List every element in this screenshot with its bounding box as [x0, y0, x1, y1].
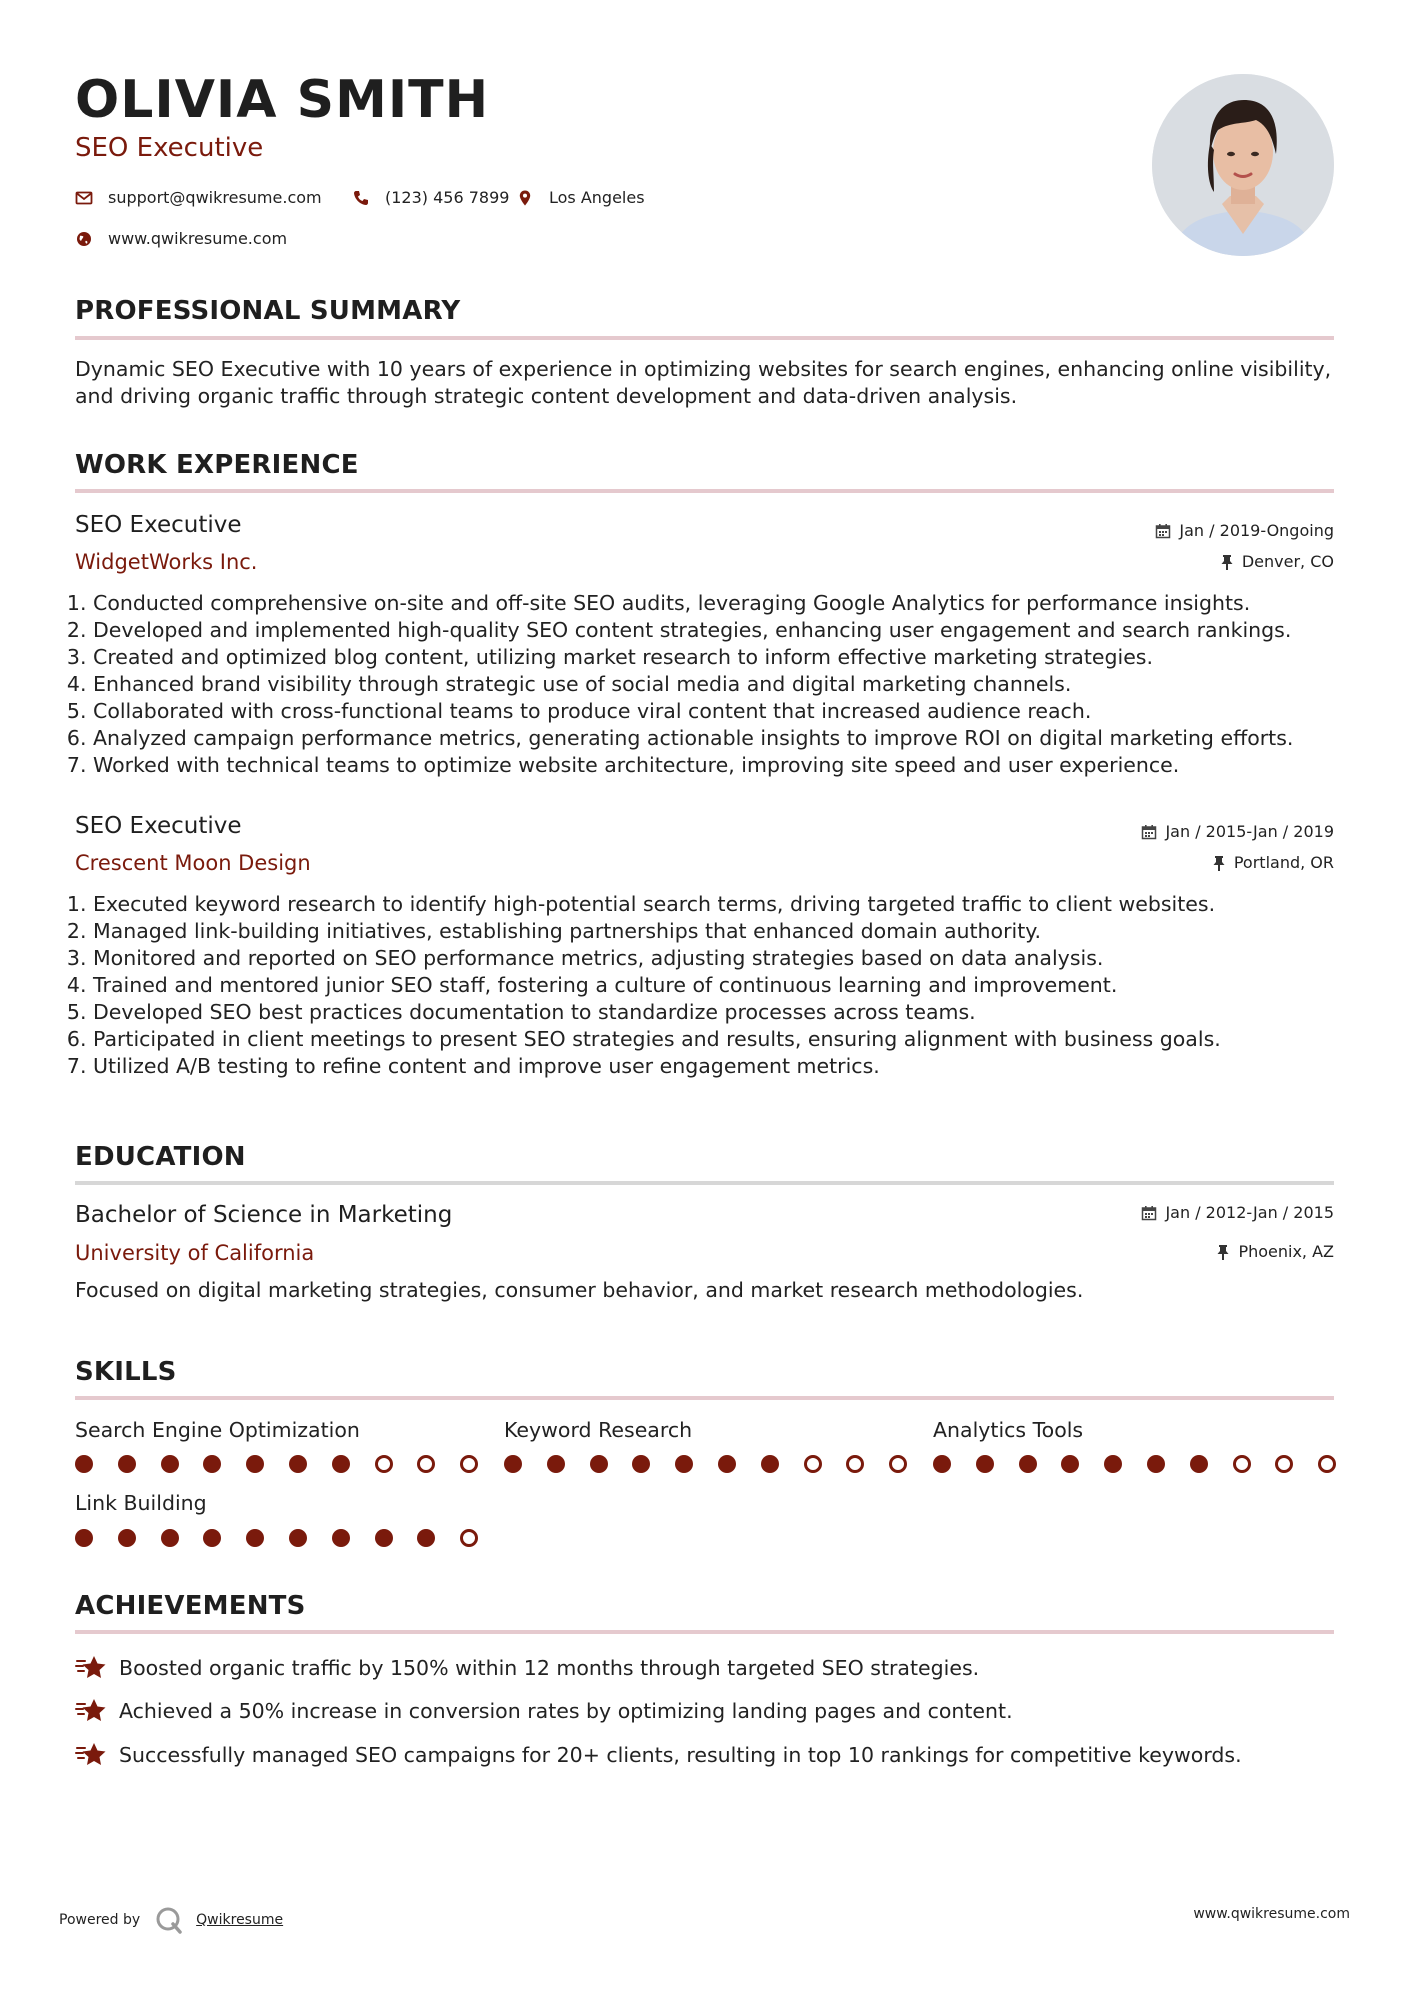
rating-dot-empty — [417, 1455, 435, 1473]
list-item: 6. Analyzed campaign performance metrics, generating actionable insights to improve ROI on digital marketing efforts. — [93, 725, 1373, 752]
education-heading: EDUCATION — [75, 1142, 246, 1172]
job-1-location — [1220, 552, 1334, 571]
job-1-dates-text: Jan / 2019-Ongoing — [1179, 521, 1334, 540]
rating-dot-empty — [375, 1455, 393, 1473]
qwikresume-link[interactable]: Qwikresume — [196, 1912, 284, 1928]
candidate-title: SEO Executive — [75, 133, 264, 163]
summary-text: Dynamic SEO Executive with 10 years of experience in optimizing websites for search engines, enhancing online visibility, and driving organic traffic through strategic content development and data-driven analysis. — [75, 357, 1332, 408]
calendar-icon — [1155, 523, 1171, 539]
rating-dot-empty — [889, 1455, 907, 1473]
rating-dot-filled — [75, 1529, 93, 1547]
job-2-company: Crescent Moon Design — [75, 851, 311, 875]
rating-dot-filled — [161, 1529, 179, 1547]
rating-dot-filled — [332, 1455, 350, 1473]
skill-name: Analytics Tools — [933, 1418, 1084, 1442]
achievement-text: Successfully managed SEO campaigns for 20+ clients, resulting in top 10 rankings for competitive keywords. — [119, 1743, 1242, 1767]
rating-dot-filled — [976, 1455, 994, 1473]
education-divider — [75, 1181, 1334, 1185]
qwikresume-logo-icon — [154, 1905, 184, 1935]
rating-dot-filled — [1147, 1455, 1165, 1473]
job-2-title: SEO Executive — [75, 813, 242, 839]
rating-dot-empty — [804, 1455, 822, 1473]
job-1-location-text: Denver, CO — [1241, 552, 1334, 571]
skill-rating — [933, 1455, 1361, 1473]
rating-dot-empty — [460, 1455, 478, 1473]
summary-heading: PROFESSIONAL SUMMARY — [75, 296, 461, 326]
website-text: www.qwikresume.com — [108, 229, 288, 248]
list-item: 6. Participated in client meetings to present SEO strategies and results, ensuring alignment with business goals. — [93, 1026, 1373, 1053]
job-2-location-text: Portland, OR — [1233, 853, 1334, 872]
rating-dot-empty — [846, 1455, 864, 1473]
education-location-text: Phoenix, AZ — [1238, 1242, 1334, 1261]
contact-email[interactable] — [75, 188, 322, 207]
rating-dot-filled — [289, 1455, 307, 1473]
rating-dot-filled — [933, 1455, 951, 1473]
job-1-bullets — [75, 590, 1373, 779]
achievements-heading: ACHIEVEMENTS — [75, 1591, 306, 1621]
experience-heading: WORK EXPERIENCE — [75, 450, 359, 480]
list-item: 3. Created and optimized blog content, utilizing market research to inform effective marketing strategies. — [93, 644, 1373, 671]
skill-rating — [75, 1529, 503, 1547]
star-icon — [75, 1654, 109, 1682]
education-location — [1216, 1242, 1334, 1261]
job-2-dates — [1141, 822, 1334, 841]
contact-website[interactable] — [75, 229, 287, 248]
skill-name: Keyword Research — [504, 1418, 693, 1442]
rating-dot-filled — [203, 1529, 221, 1547]
job-2-location — [1212, 853, 1334, 872]
skill-rating — [75, 1455, 503, 1473]
rating-dot-filled — [203, 1455, 221, 1473]
footer-url[interactable]: www.qwikresume.com — [1193, 1906, 1350, 1922]
skill-name: Search Engine Optimization — [75, 1418, 360, 1442]
rating-dot-filled — [504, 1455, 522, 1473]
rating-dot-filled — [332, 1529, 350, 1547]
rating-dot-filled — [289, 1529, 307, 1547]
skill-name: Link Building — [75, 1491, 207, 1515]
globe-icon — [75, 230, 93, 248]
email-text: support@qwikresume.com — [108, 188, 322, 207]
list-item: 1. Executed keyword research to identify high-potential search terms, driving targeted traffic to client websites. — [93, 891, 1373, 918]
list-item: 3. Monitored and reported on SEO performance metrics, adjusting strategies based on data analysis. — [93, 945, 1373, 972]
contact-location — [516, 188, 645, 207]
rating-dot-empty — [460, 1529, 478, 1547]
summary-divider — [75, 336, 1334, 340]
profile-photo — [1152, 74, 1334, 256]
experience-divider — [75, 489, 1334, 493]
powered-by-label: Powered by — [59, 1912, 141, 1928]
phone-text: (123) 456 7899 — [385, 188, 510, 207]
rating-dot-empty — [1275, 1455, 1293, 1473]
rating-dot-filled — [632, 1455, 650, 1473]
rating-dot-filled — [675, 1455, 693, 1473]
contact-phone[interactable] — [352, 188, 509, 207]
job-1-title: SEO Executive — [75, 512, 242, 538]
portrait-image — [1152, 74, 1334, 256]
rating-dot-filled — [118, 1455, 136, 1473]
envelope-icon — [75, 189, 93, 207]
list-item: 5. Collaborated with cross-functional teams to produce viral content that increased audience reach. — [93, 698, 1373, 725]
phone-icon — [352, 189, 370, 207]
star-icon — [75, 1741, 109, 1769]
education-dates-text: Jan / 2012-Jan / 2015 — [1165, 1203, 1334, 1222]
education-description: Focused on digital marketing strategies, consumer behavior, and market research methodologies. — [75, 1278, 1084, 1302]
rating-dot-filled — [1019, 1455, 1037, 1473]
calendar-icon — [1141, 824, 1157, 840]
rating-dot-filled — [417, 1529, 435, 1547]
education-dates — [1141, 1203, 1334, 1222]
candidate-name: OLIVIA SMITH — [75, 70, 490, 130]
achievement-item — [75, 1654, 979, 1682]
pushpin-icon — [1212, 855, 1226, 871]
job-2-dates-text: Jan / 2015-Jan / 2019 — [1165, 822, 1334, 841]
achievements-divider — [75, 1630, 1334, 1634]
job-1-dates — [1155, 521, 1334, 540]
list-item: 7. Utilized A/B testing to refine content and improve user engagement metrics. — [93, 1053, 1373, 1080]
pushpin-icon — [1216, 1244, 1230, 1260]
skills-divider — [75, 1396, 1334, 1400]
rating-dot-filled — [547, 1455, 565, 1473]
map-pin-icon — [516, 189, 534, 207]
calendar-icon — [1141, 1205, 1157, 1221]
rating-dot-filled — [761, 1455, 779, 1473]
list-item: 5. Developed SEO best practices documentation to standardize processes across teams. — [93, 999, 1373, 1026]
rating-dot-empty — [1233, 1455, 1251, 1473]
rating-dot-filled — [246, 1455, 264, 1473]
achievement-item — [75, 1741, 1242, 1769]
rating-dot-empty — [1318, 1455, 1336, 1473]
star-icon — [75, 1697, 109, 1725]
list-item: 2. Developed and implemented high-quality SEO content strategies, enhancing user engagement and search rankings. — [93, 617, 1373, 644]
rating-dot-filled — [118, 1529, 136, 1547]
job-1-company: WidgetWorks Inc. — [75, 550, 258, 574]
rating-dot-filled — [718, 1455, 736, 1473]
education-school: University of California — [75, 1241, 315, 1265]
list-item: 4. Enhanced brand visibility through strategic use of social media and digital marketing channels. — [93, 671, 1373, 698]
education-degree: Bachelor of Science in Marketing — [75, 1202, 453, 1228]
rating-dot-filled — [246, 1529, 264, 1547]
rating-dot-filled — [375, 1529, 393, 1547]
list-item: 4. Trained and mentored junior SEO staff, fostering a culture of continuous learning and improvement. — [93, 972, 1373, 999]
rating-dot-filled — [1061, 1455, 1079, 1473]
rating-dot-filled — [161, 1455, 179, 1473]
list-item: 7. Worked with technical teams to optimize website architecture, improving site speed and user experience. — [93, 752, 1373, 779]
rating-dot-filled — [1104, 1455, 1122, 1473]
achievement-item — [75, 1697, 1013, 1725]
footer-powered-by — [59, 1905, 283, 1935]
achievement-text: Achieved a 50% increase in conversion rates by optimizing landing pages and content. — [119, 1699, 1013, 1723]
rating-dot-filled — [75, 1455, 93, 1473]
job-2-bullets — [75, 891, 1373, 1080]
location-text: Los Angeles — [549, 188, 645, 207]
skills-heading: SKILLS — [75, 1357, 177, 1387]
list-item: 2. Managed link-building initiatives, establishing partnerships that enhanced domain authority. — [93, 918, 1373, 945]
list-item: 1. Conducted comprehensive on-site and off-site SEO audits, leveraging Google Analytics for performance insights. — [93, 590, 1373, 617]
achievement-text: Boosted organic traffic by 150% within 12 months through targeted SEO strategies. — [119, 1656, 980, 1680]
rating-dot-filled — [1190, 1455, 1208, 1473]
pushpin-icon — [1220, 554, 1234, 570]
rating-dot-filled — [590, 1455, 608, 1473]
skill-rating — [504, 1455, 932, 1473]
